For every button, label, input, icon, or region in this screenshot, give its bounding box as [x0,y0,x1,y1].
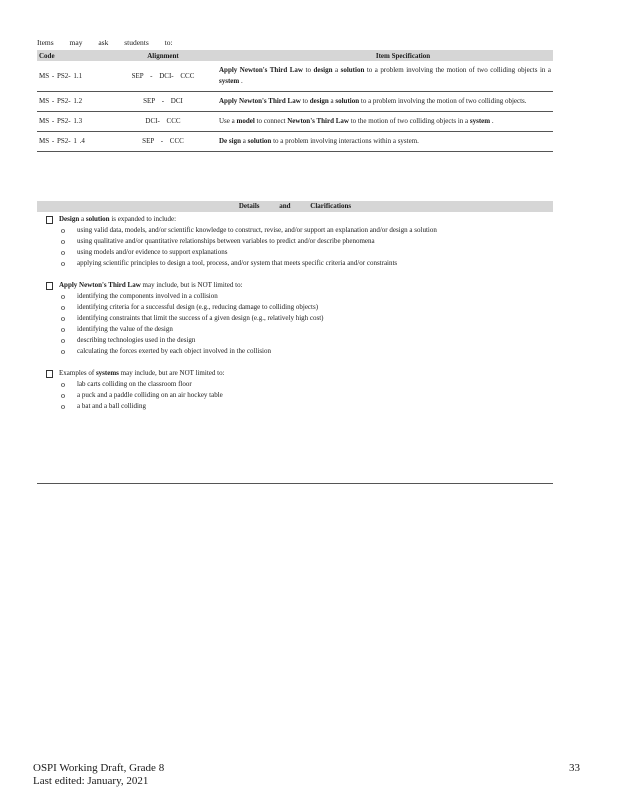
circle-bullet-icon: o [61,336,65,345]
sub-list [37,291,553,357]
section-divider [37,483,553,484]
row-specification: Apply Newton's Third Law to design a solution to a problem involving the motion of two colliding objects in a system . [215,61,553,92]
circle-bullet-icon: o [61,391,65,400]
list-item: o lab carts colliding on the classroom floor [61,380,192,389]
row-alignment: SEP - DCI- CCC [111,61,215,92]
circle-bullet-icon: o [61,226,65,235]
row-alignment: SEP - DCI [111,92,215,112]
table-row [37,132,553,152]
footer-edited-date: Last edited: January, 2021 [33,775,149,787]
circle-bullet-icon: o [61,402,65,411]
row-specification: Use a model to connect Newton's Third Law to the motion of two colliding objects in a system . [215,112,553,132]
row-alignment: DCI- CCC [111,112,215,132]
row-specification: De sign a solution to a problem involving interactions within a system. [215,132,553,152]
row-code: MS - PS2- 1.1 [37,61,111,92]
group-title: Design a solution is expanded to include: [37,214,553,225]
circle-bullet-icon: o [61,259,65,268]
group-title: Examples of systems may include, but are NOT limited to: [37,368,553,379]
checkbox-bullet-icon [46,282,53,290]
list-item: o a bat and a ball colliding [61,402,147,411]
table-row [37,112,553,132]
table-header-row [37,50,553,61]
circle-bullet-icon: o [61,303,65,312]
list-item: o identifying the value of the design [61,325,173,334]
group-title: Apply Newton's Third Law may include, but is NOT limited to: [37,280,553,291]
list-item: o a puck and a paddle colliding on an air hockey table [61,391,223,400]
table-row [37,92,553,112]
details-group-newtons-third-law [37,280,553,357]
row-specification: Apply Newton's Third Law to design a solution to a problem involving the motion of two colliding objects. [215,92,553,112]
sub-list [37,379,553,412]
circle-bullet-icon: o [61,237,65,246]
circle-bullet-icon: o [61,347,65,356]
details-group-systems [37,368,553,412]
header-item-specification: Item Specification [215,50,553,61]
list-item: o identifying constraints that limit the success of a given design (e.g., relatively high cost) [61,314,324,323]
details-group-design [37,214,553,269]
list-item: o applying scientific principles to design a tool, process, and/or system that meets specific criteria and/or constraints [61,259,398,268]
row-code: MS - PS2- 1.2 [37,92,111,112]
header-code: Code [37,50,111,61]
list-item: o using qualitative and/or quantitative relationships between variables to predict and/or describe phenomena [61,237,375,246]
list-item: o using models and/or evidence to support explanations [61,248,228,257]
list-item: o using valid data, models, and/or scientific knowledge to construct, revise, and/or support an explanation and/or design a solution [61,226,437,235]
list-item: o calculating the forces exerted by each object involved in the collision [61,347,271,356]
footer-draft-label: OSPI Working Draft, Grade 8 [33,762,165,774]
intro-text: Items may ask students to: [37,38,173,47]
header-alignment: Alignment [111,50,215,61]
page-number: 33 [569,762,580,774]
checkbox-bullet-icon [46,370,53,378]
circle-bullet-icon: o [61,380,65,389]
list-item: o describing technologies used in the design [61,336,196,345]
item-specification-table [37,50,553,152]
circle-bullet-icon: o [61,292,65,301]
footer-left [33,762,164,788]
circle-bullet-icon: o [61,314,65,323]
circle-bullet-icon: o [61,248,65,257]
list-item: o identifying the components involved in a collision [61,292,218,301]
circle-bullet-icon: o [61,325,65,334]
details-section [37,214,553,423]
row-code: MS - PS2- 1 .4 [37,132,111,152]
row-alignment: SEP - CCC [111,132,215,152]
list-item: o identifying criteria for a successful design (e.g., reducing damage to colliding objects) [61,303,319,312]
details-header: Details and Clarifications [37,201,553,212]
checkbox-bullet-icon [46,216,53,224]
row-code: MS - PS2- 1.3 [37,112,111,132]
table-row [37,61,553,92]
sub-list [37,225,553,269]
